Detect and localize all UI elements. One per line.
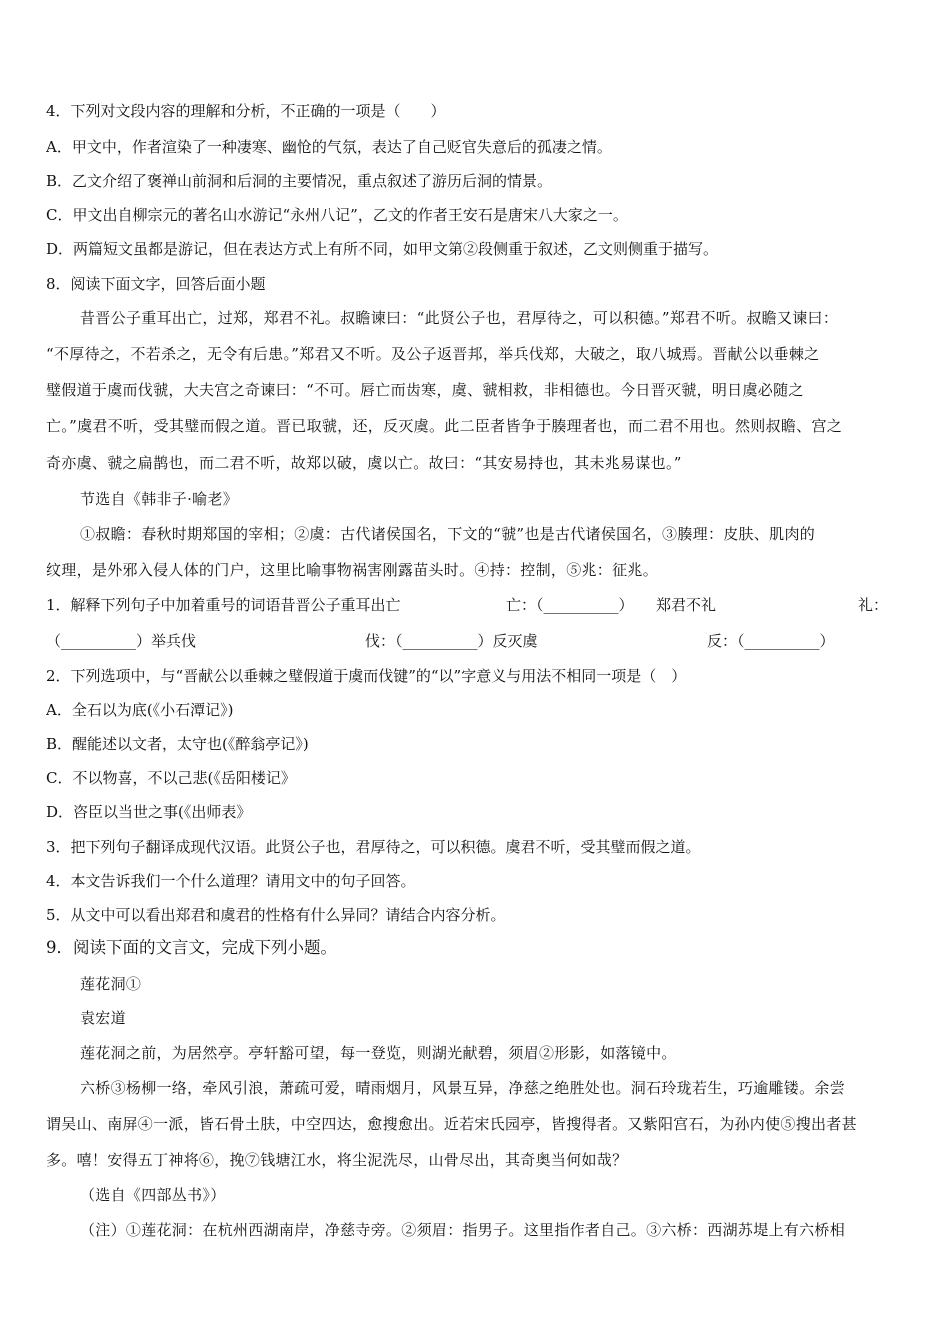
q4-option-b: B．乙文介绍了褒禅山前洞和后洞的主要情况，重点叙述了游历后洞的情景。 [46,172,553,190]
q9-note: （注）①莲花洞：在杭州西湖南岸，净慈寺旁。②须眉：指男子。这里指作者自己。③六桥：西湖苏堤上有六桥相 [80,1221,846,1239]
q8-sub2-option-c: C．不以物喜，不以己悲(《岳阳楼记》 [46,769,296,787]
q9-stem: 9．阅读下面的文言文，完成下列小题。 [46,938,337,957]
q8-sub1-word-li: 礼： [858,596,889,614]
q8-sub1-label: 1．解释下列句子中加着重号的词语昔晋公子重耳出亡 [46,596,401,614]
q8-sub2-option-a: A．全石以为底(《小石潭记》) [46,701,234,719]
q9-author: 袁宏道 [80,1009,126,1027]
q8-sub1-phrase-li: 郑君不礼 [656,596,717,614]
q8-passage-line: 奇亦虞、虢之扁鹊也，而二君不听，故郑以破，虞以亡。故曰：“其安易持也，其未兆易谋也。” [46,454,682,472]
q8-passage-line: 亡。”虞君不听，受其璧而假之道。晋已取虢，还，反灭虞。此二臣者皆争于腠理者也，而二君不用也。然则叔瞻、宫之 [46,417,843,435]
q9-passage-line: 多。嘻！安得五丁神将⑥，挽⑦钱塘江水，将尘泥洗尽，山骨尽出，其奇奥当何如哉？ [46,1151,628,1169]
q8-passage-line: 昔晋公子重耳出亡，过郑，郑君不礼。叔瞻谏曰：“此贤公子也，君厚待之，可以积德。”郑君不听。叔瞻又谏曰： [80,309,839,327]
q8-note-line: ①叔瞻：春秋时期郑国的宰相；②虞：古代诸侯国名，下文的“虢”也是古代诸侯国名，③腠理：皮肤、肌肉的 [80,525,816,543]
q9-passage-line: 莲花洞之前，为居然亭。亭轩豁可望，每一登览，则湖光献碧，须眉②形影，如落镜中。 [80,1044,677,1062]
q8-sub1-blank-fan[interactable]: 反：（__________） [707,632,835,650]
q8-passage-line: 璧假道于虞而伐虢，大夫宫之奇谏曰：“不可。唇亡而齿寒，虞、虢相救，非相德也。今日晋灭虢，明日虞必随之 [46,381,804,399]
q9-title: 莲花洞① [80,975,142,993]
q8-sub1-blank-li[interactable]: （__________）举兵伐 [46,632,197,650]
q8-sub1-blank-fa[interactable]: 伐：（__________）反灭虞 [365,632,538,650]
q8-note-line: 纹理，是外邪入侵人体的门户，这里比喻事物祸害刚露苗头时。④持：控制，⑤兆：征兆。 [46,561,659,579]
q8-source: 节选自《韩非子·喻老》 [80,490,239,508]
q8-sub2-option-d: D．咨臣以当世之事(《出师表》 [46,803,252,821]
q8-sub2-option-b: B．醒能述以文者，太守也(《醉翁亭记》) [46,735,309,753]
q8-sub5: 5．从文中可以看出郑君和虞君的性格有什么异同？请结合内容分析。 [46,906,506,924]
q4-option-c: C．甲文出自柳宗元的著名山水游记“永州八记”，乙文的作者王安石是唐宋八大家之一。 [46,206,628,224]
q8-passage-line: “不厚待之，不若杀之，无令有后患。”郑君又不听。及公子返晋邦，举兵伐郑，大破之，取八城焉。晋献公以垂棘之 [46,345,820,363]
q8-sub2-stem: 2．下列选项中，与“晋献公以垂棘之璧假道于虞而伐键”的“以”字意义与用法不相同一项是（ ） [46,667,687,685]
q9-passage-line: 谓吴山、南屏④一派，皆石骨土肤，中空四达，愈搜愈出。近若宋氏园亭，皆搜得者。又紫阳宫石，为孙内使⑤搜出者甚 [46,1115,857,1133]
q4-option-a: A．甲文中，作者渲染了一种凄寒、幽怆的气氛，表达了自己贬官失意后的孤凄之情。 [46,138,612,156]
q8-sub1-blank-wang[interactable]: 亡：（__________） [506,596,634,614]
q4-option-d: D．两篇短文虽都是游记，但在表达方式上有所不同，如甲文第②段侧重于叙述，乙文则侧重于描写。 [46,240,719,258]
q8-sub3: 3．把下列句子翻译成现代汉语。此贤公子也，君厚待之，可以积德。虞君不听，受其璧而假之道。 [46,838,701,856]
q9-passage-line: 六桥③杨柳一络，牵风引浪，萧疏可爱，晴雨烟月，风景互异，净慈之绝胜处也。洞石玲珑若生，巧逾雕镂。余尝 [80,1079,846,1097]
q8-stem: 8．阅读下面文字，回答后面小题 [46,275,266,293]
q4-stem: 4．下列对文段内容的理解和分析，不正确的一项是（ ） [46,102,446,120]
q8-sub4: 4．本文告诉我们一个什么道理？请用文中的句子回答。 [46,872,416,890]
q9-source: （选自《四部丛书》） [80,1186,226,1204]
